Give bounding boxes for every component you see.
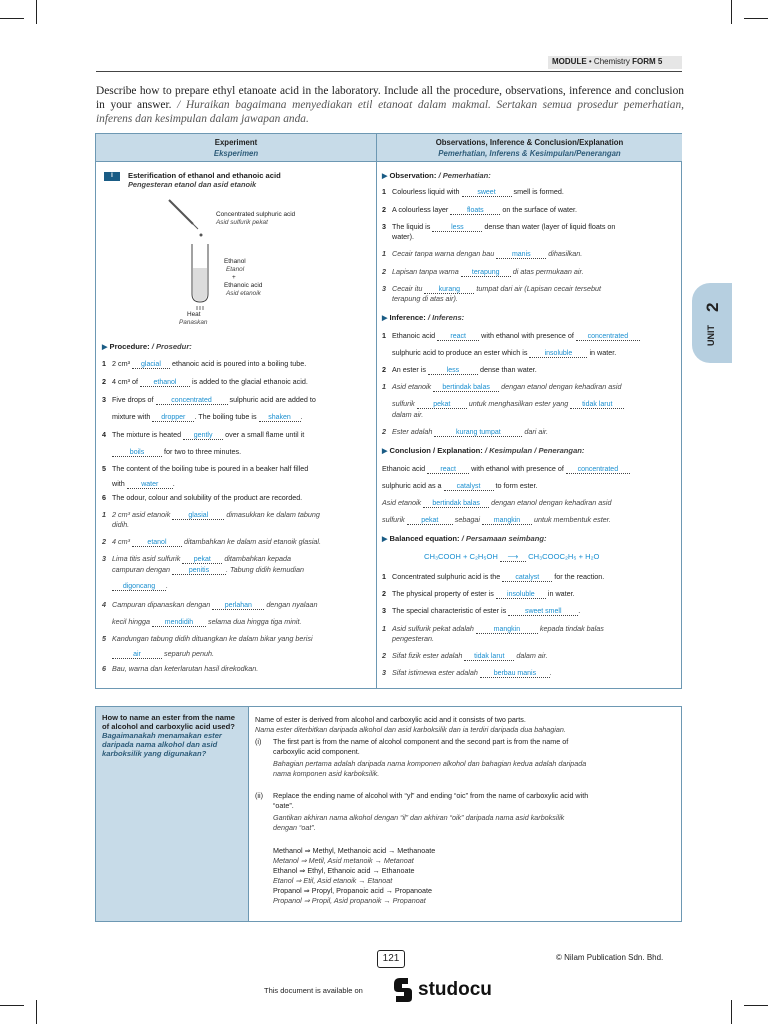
procedure-step: 4 The mixture is heated gently over a small flame until it [102,430,305,439]
text: kepada tindak balas [539,624,604,633]
text: di atas permukaan air. [512,267,584,276]
text: didih. [112,520,130,529]
kesimpulan-line [382,515,611,525]
available-on-text: This document is available on [264,986,363,995]
experiment-title-en: Esterification of ethanol and ethanoic acid [128,171,281,180]
prosedur-step: 2 4 cm³ etanol ditambahkan ke dalam asid etanoik glasial. [102,537,322,546]
triangle-bullet-icon: ▶ [382,448,388,455]
unit-label [700,300,724,356]
acid-drop [200,234,203,237]
text: campuran dengan [112,565,170,574]
label-eth-acid-ms: Asid etanoik [226,290,261,297]
label-acid-en: Concentrated sulphuric acid [216,211,296,218]
answer-fill: sweet smell [508,608,578,616]
text: 2 cm³ [112,359,130,368]
text: Lima titis asid sulfurik [112,554,181,563]
text: dense than water. [479,365,537,374]
answer-fill: air [112,651,162,659]
text: The physical property of ester is [392,589,494,598]
text: / Kesimpulan / Penerangan: [482,446,585,455]
text: with ethanol with presence of [481,331,574,340]
pemerhatian-item: 2 Lapisan tanpa warna terapung di atas permukaan air. [382,267,584,276]
header-rule [96,71,682,72]
text: dalam air. [516,651,548,660]
text: The odour, colour and solubility of the product are recorded. [112,493,303,502]
kesimpulan-line [382,498,611,508]
text: ditambahkan ke dalam asid etanoik glasial. [183,537,322,546]
text: dense than water (layer of liquid floats on [484,222,616,231]
text: sulphuric acid are added to [229,395,316,404]
naming-example-en: Propanol ⇒ Propyl, Propanoic acid → Propanoate [273,886,433,895]
fact-item: 2 The physical property of ester is insoluble in water. [382,589,575,598]
answer-fill: perlahan [212,602,264,610]
crop-mark [0,18,24,19]
unit-label-text: UNIT [706,325,716,346]
answer-fill: penitis [172,567,226,575]
answer-fill: react [437,333,479,341]
subject-label: • Chemistry [586,57,633,66]
text: water). [392,232,414,241]
text: kecil hingga [112,617,150,626]
fakta-item-cont [392,634,434,643]
studocu-logo-icon [392,974,514,1004]
text: mixture with [112,412,151,421]
text: selama dua hingga tiga minit. [207,617,302,626]
text: Colourless liquid with [392,187,460,196]
observation-item: 1 Colourless liquid with sweet smell is formed. [382,187,564,196]
naming-example-ms: Metanol ⇒ Metil, Asid metanoik → Metanoat [273,856,414,865]
naming-rule-ms: Gantikan akhiran nama alkohol dengan “il” dan akhiran “oik” daripada nama asid karboksilik [273,813,565,822]
text: / Inferens: [425,313,465,322]
answer-fill: kurang [424,286,474,294]
text: Sifat fizik ester adalah [392,651,463,660]
text: / Pemerhatian: [436,171,491,180]
procedure-ms: / Prosedur: [149,342,192,351]
text: 4 cm³ of [112,377,138,386]
answer-fill: less [432,224,482,232]
answer-fill: ethanol [140,379,190,387]
experiment-title-ms: Pengesteran etanol dan asid etanoik [128,180,257,189]
question-text [96,84,684,126]
module-label: MODULE [552,57,587,66]
answer-fill: catalyst [444,483,494,491]
naming-rule-num: (ii) [255,791,263,800]
inference-item: 2 An ester is less dense than water. [382,365,537,374]
naming-example-en: Methanol ⇒ Methyl, Methanoic acid → Methanoate [273,846,436,855]
crop-mark [0,1005,24,1006]
form-label: FORM 5 [632,57,663,66]
text: . [549,668,552,677]
ester-naming-table [95,706,682,922]
text: The special characteristic of ester is [392,606,507,615]
answer-fill: tidak larut [464,653,514,661]
studocu-logo[interactable] [392,974,514,1009]
answer-fill: insoluble [529,350,587,358]
prosedur-step: 1 2 cm³ asid etanoik glasial dimasukkan ke dalam tabung [102,510,320,519]
answer-fill: pekat [417,401,467,409]
crop-mark [731,1000,732,1024]
label-eth-acid-en: Ethanoic acid [224,282,263,289]
prosedur-step-cont [112,565,304,575]
answer-fill: insoluble [496,591,546,599]
text: dimasukkan ke dalam tabung [226,510,320,519]
equation-heading [382,534,547,544]
text: . [578,606,581,615]
text: terapung di atas air). [392,294,458,303]
crop-mark [744,1005,768,1006]
text: The liquid is [392,222,431,231]
text: Campuran dipanaskan dengan [112,600,211,609]
procedure-step: 2 4 cm³ of ethanol is added to the glacial ethanoic acid. [102,377,308,386]
text: is added to the glacial ethanoic acid. [191,377,308,386]
question-ms: / Huraikan bagaimana menyediakan etil etanoat dalam makmal. Sertakan semua prosedur pemerhatian, inferens dan kesimpulan dalam jawapan anda. [96,99,684,125]
answer-fill: bertindak balas [423,500,489,508]
apparatus-diagram [161,196,221,316]
balanced-equation [424,552,599,562]
text: Concentrated sulphuric acid is the [392,572,501,581]
answer-fill: concentrated [576,333,640,341]
prosedur-step: 4 Campuran dipanaskan dengan perlahan dengan nyalaan [102,600,318,609]
experiment-number-badge: I [104,172,120,181]
equation-reactants: CH₃COOH + C₂H₅OH [424,552,498,561]
prosedur-step: 5 Kandungan tabung didih dituangkan ke dalam bikar yang berisi [102,634,313,643]
text: 4 cm³ [112,537,130,546]
triangle-bullet-icon: ▶ [382,173,388,180]
procedure-step: 5 The content of the boiling tube is poured in a beaker half filled [102,464,309,473]
naming-rule-en: The first part is from the name of alcohol component and the second part is from the name of [273,737,569,746]
naming-example-ms: Etanol ⇒ Etil, Asid etanoik → Etanoat [273,876,393,885]
procedure-step-cont [112,447,241,457]
naming-example-ms: Propanol ⇒ Propil, Asid propanoik → Propanoat [273,896,426,905]
answer-fill: glasial [172,512,224,520]
procedure-step: 1 2 cm³ glacial ethanoic acid is poured into a boiling tube. [102,359,307,368]
observation-item-cont [392,232,414,241]
col1-en: Experiment [214,138,258,147]
prosedur-step: 3 Lima titis asid sulfurik pekat ditambahkan kepada [102,554,292,563]
answer-fill: manis [496,251,546,259]
text: sulfurik [382,515,405,524]
label-ethanol-en: Ethanol [224,258,246,265]
crop-mark [731,0,732,24]
text: Ethanoic acid [392,331,436,340]
text: Kandungan tabung didih dituangkan ke dalam bikar yang berisi [112,634,313,643]
answer-fill: tidak larut [570,401,624,409]
text: sulphuric acid as a [382,481,442,490]
text: Ester adalah [392,427,433,436]
answer-fill: dropper [152,414,194,422]
text: Lapisan tanpa warna [392,267,459,276]
label-acid-ms: Asid sulfurik pekat [216,219,268,226]
inferens-item: 2 Ester adalah kurang tumpat dari air. [382,427,549,436]
naming-question-en: How to name an ester from the name of alcohol and carboxylic acid used? [102,713,235,731]
text: untuk membentuk ester. [533,515,611,524]
answer-fill: catalyst [502,574,552,582]
fact-item: 3 The special characteristic of ester is sweet smell . [382,606,581,615]
observation-heading [382,171,491,181]
text: dalam air. [392,410,424,419]
text: An ester is [392,365,426,374]
naming-rule-en: Replace the ending name of alcohol with “yl” and ending “oic” from the name of carboxylic acid with [273,791,589,800]
naming-rule-ms: nama komponen asid karboksilik. [273,769,380,778]
col-header-observations [377,134,682,162]
text: Inference: [389,313,426,322]
answer-fill: pekat [407,517,453,525]
observation-item: 2 A colourless layer floats on the surface of water. [382,205,578,214]
prosedur-step: 6 Bau, warna dan keterlarutan hasil direkodkan. [102,664,259,673]
observation-item: 3 The liquid is less dense than water (layer of liquid floats on [382,222,616,231]
inferens-item: 1 Asid etanoik bertindak balas dengan etanol dengan kehadiran asid [382,382,622,391]
conclusion-line [382,481,537,491]
logo-mark [394,978,412,1002]
answer-fill: water [127,481,173,489]
naming-rule-ms: dengan “oat”. [273,823,316,832]
fakta-item: 3 Sifat istimewa ester adalah berbau manis . [382,668,552,677]
inference-heading [382,313,464,323]
text: dari air. [524,427,549,436]
triangle-bullet-icon: ▶ [382,315,388,322]
col2-ms: Pemerhatian, Inferens & Kesimpulan/Penerangan [438,149,621,158]
module-header [552,57,662,66]
label-heat-ms: Panaskan [179,319,208,326]
conclusion-heading [382,446,584,456]
text: Asid sulfurik pekat adalah [392,624,474,633]
column-divider [376,134,377,688]
pemerhatian-item: 1 Cecair tanpa warna dengan bau manis dihasilkan. [382,249,583,258]
label-heat-en: Heat [187,311,201,318]
procedure-heading [102,342,192,352]
conclusion-line [382,464,630,474]
dropper-body [169,200,193,224]
text: Ethanoic acid [382,464,426,473]
crop-mark [36,0,37,24]
text: dengan etanol dengan kehadiran asid [501,382,622,391]
pemerhatian-item: 3 Cecair itu kurang tumpat dari air (Lapisan cecair tersebut [382,284,602,293]
text: . The boiling tube is [194,412,257,421]
text: . [172,479,175,488]
text: Bau, warna dan keterlarutan hasil direkodkan. [112,664,259,673]
tube-liquid [193,268,207,301]
answer-fill: concentrated [156,397,228,405]
fact-item: 1 Concentrated sulphuric acid is the catalyst for the reaction. [382,572,605,581]
text: The content of the boiling tube is poured in a beaker half filled [112,464,309,473]
text: ethanoic acid is poured into a boiling tube. [171,359,307,368]
text: dihasilkan. [548,249,583,258]
text: sebagai [454,515,480,524]
text: Balanced equation: [389,534,460,543]
label-plus: + [232,274,236,281]
answer-fill: terapung [461,269,511,277]
equation-arrow-icon: ⟶ [500,552,526,562]
procedure-step: 3 Five drops of concentrated sulphuric acid are added to [102,395,316,404]
prosedur-step-cont [112,617,301,627]
prosedur-step-cont [112,581,168,591]
text: separuh penuh. [164,649,214,658]
text: Five drops of [112,395,154,404]
question-en: Describe how to prepare ethyl etanoate acid in the laboratory. Include all the procedure, observations, inference and conclusion in your answer. [96,85,684,111]
equation-products: CH₃COOC₂H₅ + H₂O [528,552,600,561]
text: smell is formed. [513,187,564,196]
text: Observation: [389,171,437,180]
naming-intro-en: Name of ester is derived from alcohol and carboxylic acid and it consists of two parts. [255,715,526,724]
text: / Persamaan seimbang: [459,534,547,543]
text: Conclusion / Explanation: [389,446,483,455]
text: ditambahkan kepada [224,554,292,563]
text: with [112,479,125,488]
answer-fill: pekat [182,556,222,564]
answer-fill: concentrated [566,466,630,474]
text: Cecair tanpa warna dengan bau [392,249,495,258]
inferens-item-cont [392,399,624,409]
unit-number: 2 [703,302,722,312]
inference-item-cont [392,348,616,358]
text: on the surface of water. [502,205,578,214]
prosedur-step-cont [112,520,129,529]
label-ethanol-ms: Etanol [226,266,245,273]
text: sulphuric acid to produce an ester which is [392,348,528,357]
answer-fill: digoncang [112,583,166,591]
text: . Tabung didih kemudian [225,565,305,574]
triangle-bullet-icon: ▶ [382,536,388,543]
naming-example-en: Ethanol ⇒ Ethyl, Ethanoic acid → Ethanoate [273,866,415,875]
pemerhatian-item-cont [392,294,458,303]
answer-fill: etanol [132,539,182,547]
answer-fill: shaken [259,414,301,422]
text: in water. [547,589,575,598]
naming-rule-num: (i) [255,737,262,746]
copyright-notice: © Nilam Publication Sdn. Bhd. [556,953,664,962]
answer-fill: bertindak balas [433,384,499,392]
text: over a small flame until it [225,430,305,439]
procedure-step-cont [112,479,175,489]
answer-fill: berbau manis [480,670,550,678]
text: 2 cm³ asid etanoik [112,510,171,519]
fakta-item: 1 Asid sulfurik pekat adalah mangkin kepada tindak balas [382,624,604,633]
naming-question-ms: Bagaimanakah menamakan ester daripada nama alkohol dan asid karboksilik yang digunakan? [102,731,222,758]
triangle-bullet-icon: ▶ [102,344,108,351]
answer-fill: boils [112,449,162,457]
procedure-en: Procedure: [109,342,150,351]
text: to form ester. [495,481,538,490]
col-header-experiment [96,134,376,162]
text: . [300,412,303,421]
text: Cecair itu [392,284,423,293]
experiment-table [95,133,682,689]
answer-fill: floats [450,207,500,215]
answer-fill: glacial [132,361,170,369]
text: with ethanol with presence of [471,464,564,473]
answer-fill: sweet [462,189,512,197]
dropper-tip [193,224,198,229]
text: for two to three minutes. [164,447,242,456]
answer-fill: react [427,466,469,474]
text: A colourless layer [392,205,449,214]
text: . [166,581,168,590]
naming-rule-en: carboxylic acid component. [273,747,360,756]
text: in water. [589,348,617,357]
text: dengan nyalaan [266,600,318,609]
text: for the reaction. [554,572,605,581]
text: Asid etanoik [392,382,432,391]
answer-fill: mangkin [476,626,538,634]
procedure-step-cont [112,412,303,422]
naming-question [96,707,249,921]
naming-rule-ms: Bahagian pertama adalah daripada nama komponen alkohol dan bahagian kedua adalah daripada [273,759,587,768]
crop-mark [744,18,768,19]
answer-fill: less [428,367,478,375]
col1-ms: Eksperimen [213,149,259,158]
text: The mixture is heated [112,430,182,439]
text: untuk menghasilkan ester yang [468,399,569,408]
inferens-item-cont [392,410,423,419]
answer-fill: mangkin [482,517,532,525]
text: Sifat istimewa ester adalah [392,668,478,677]
answer-fill: mendidih [152,619,206,627]
text: Asid etanoik [382,498,422,507]
page-number: 121 [377,950,405,968]
logo-wordmark: studocu [418,979,492,1000]
naming-intro-ms: Nama ester diterbitkan daripada alkohol dan asid karboksilik dan ia terdiri daripada dua bahagian. [255,725,566,734]
text: sulfurik [392,399,415,408]
text: dengan etanol dengan kehadiran asid [491,498,612,507]
procedure-step: 6 The odour, colour and solubility of the product are recorded. [102,493,303,502]
crop-mark [36,1000,37,1024]
answer-fill: gently [183,432,223,440]
fakta-item: 2 Sifat fizik ester adalah tidak larut dalam air. [382,651,548,660]
text: tumpat dari air (Lapisan cecair tersebut [476,284,602,293]
text: pengesteran. [392,634,434,643]
prosedur-step-cont [112,649,214,659]
naming-rule-en: “oate”. [273,801,294,810]
col2-en: Observations, Inference & Conclusion/Explanation [435,138,624,147]
inference-item: 1 Ethanoic acid react with ethanol with presence of concentrated [382,331,640,341]
answer-fill: kurang tumpat [434,429,522,437]
